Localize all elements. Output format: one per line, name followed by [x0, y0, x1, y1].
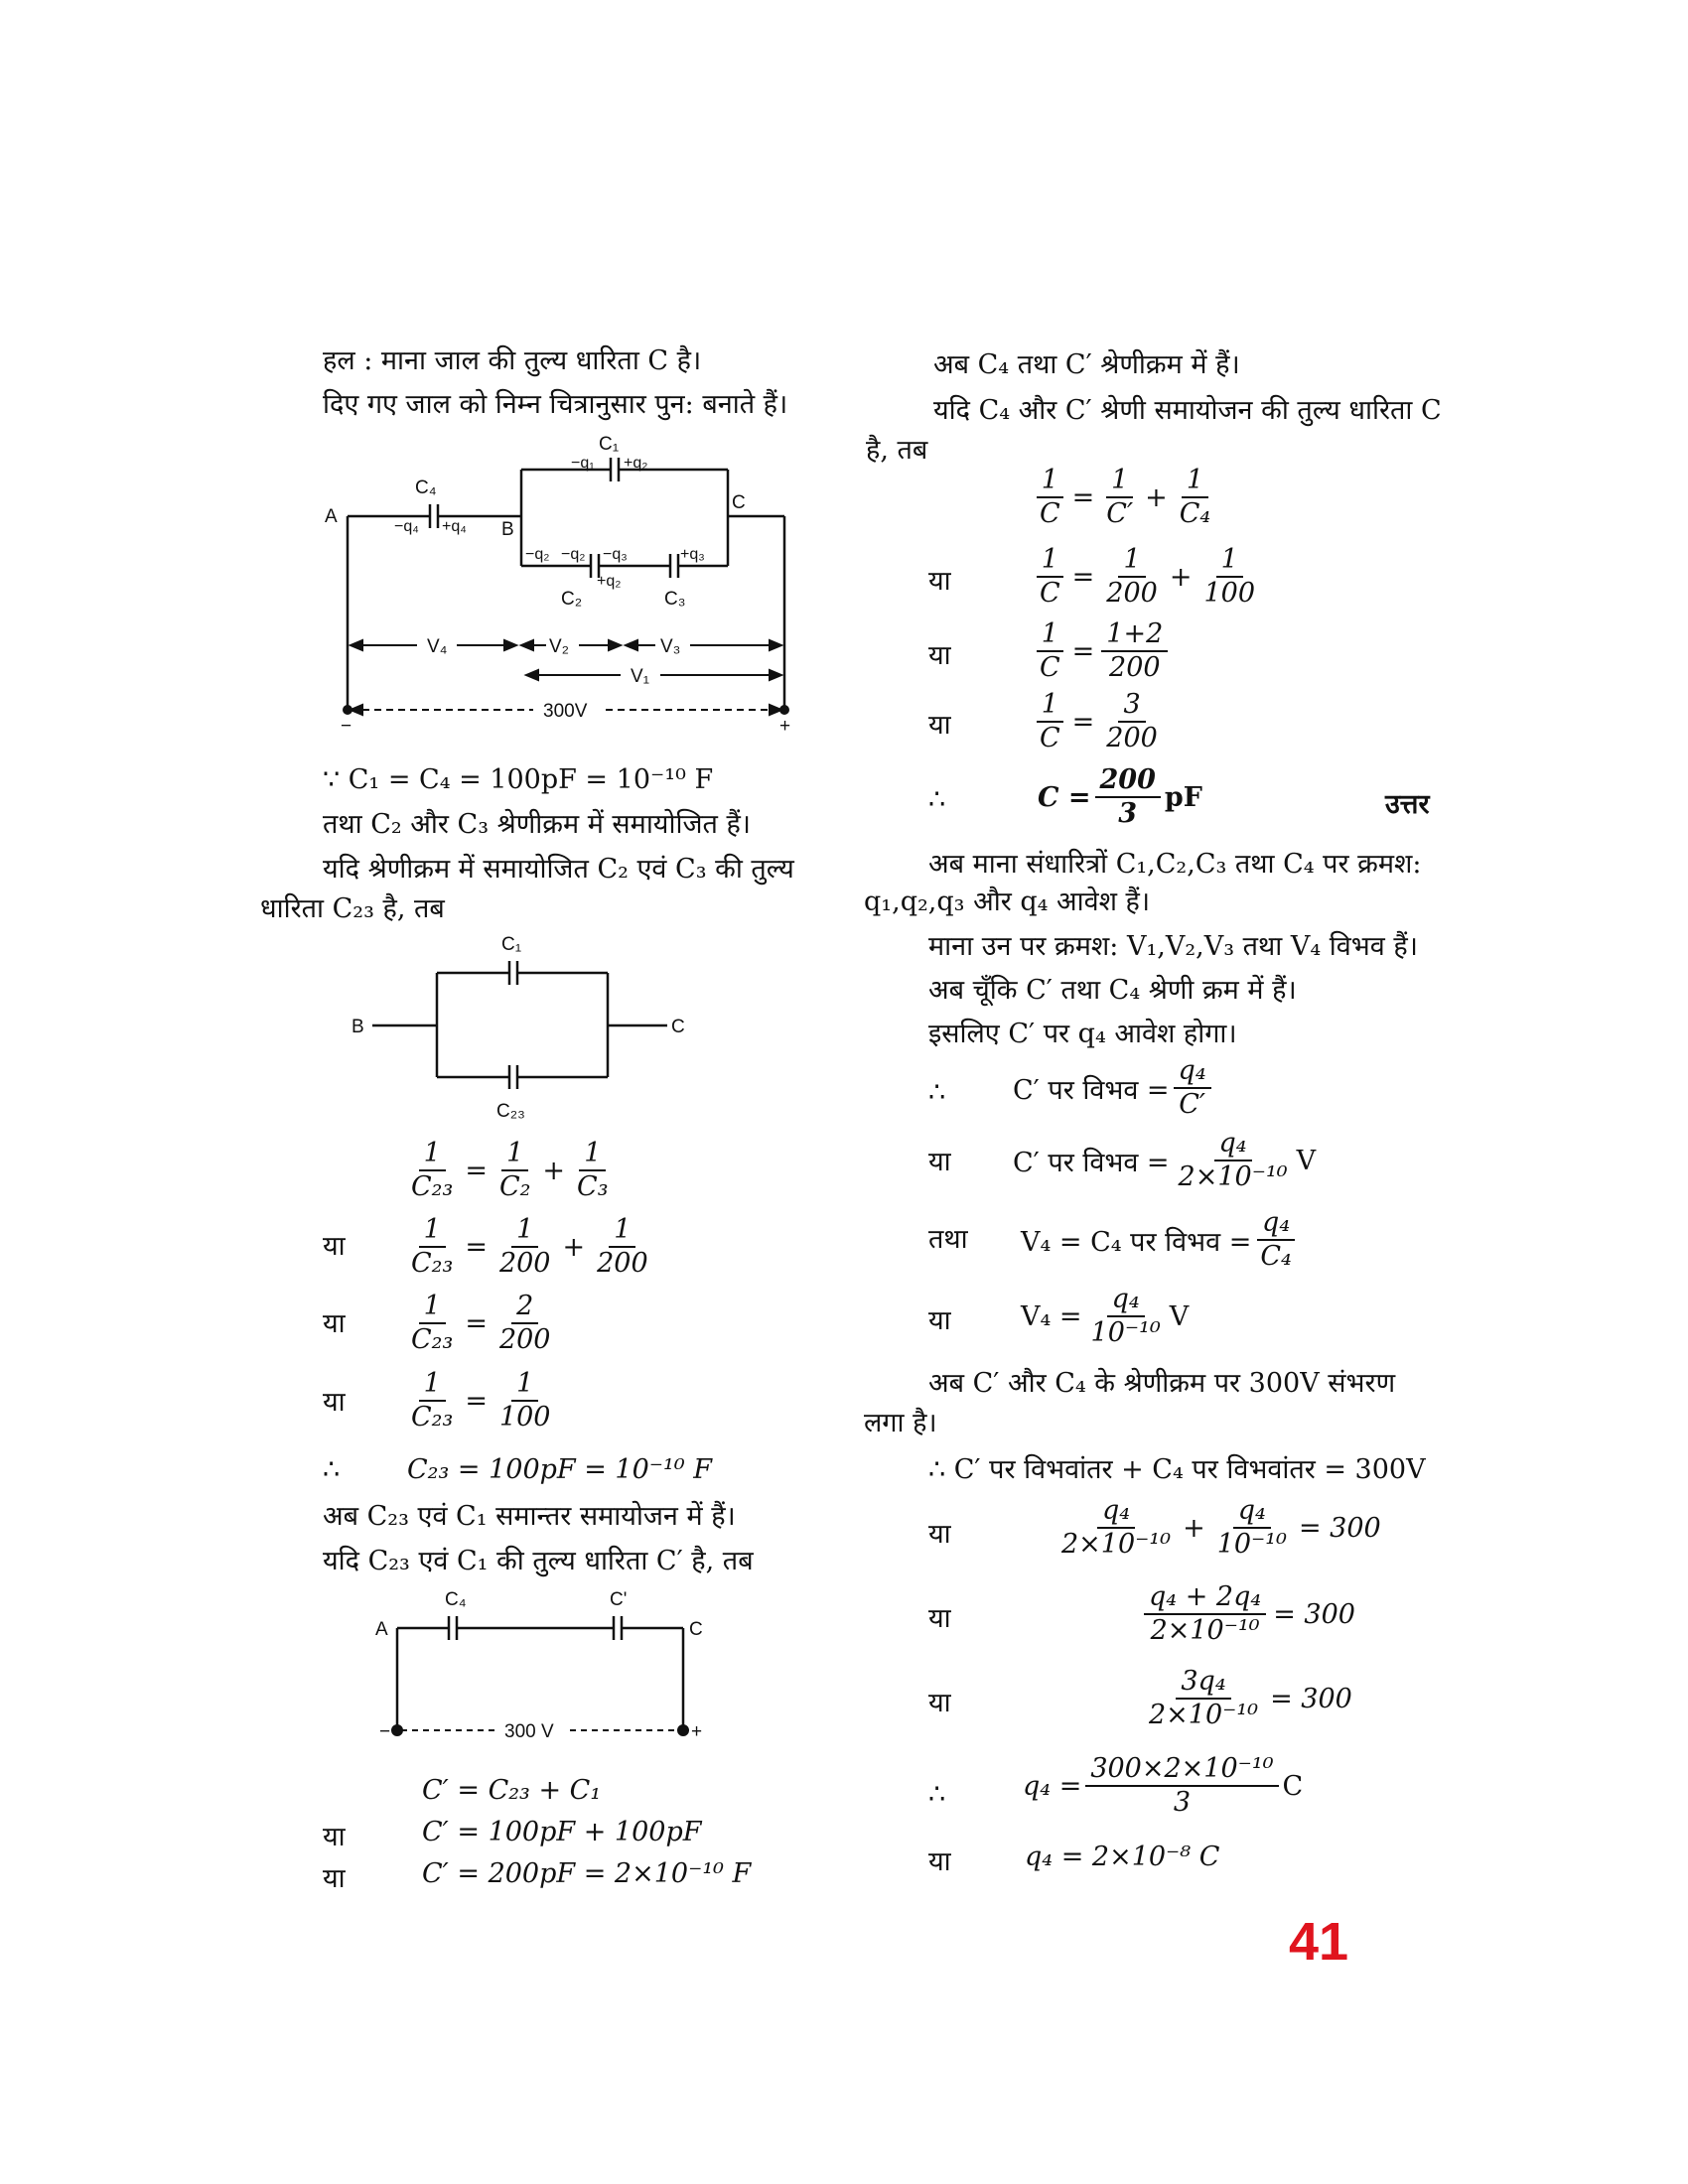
- sum-eq-2: $\frac{\text{q₄ + 2q₄}}{\text{2×10⁻¹⁰}}$ = 300: [1140, 1583, 1358, 1646]
- eq-c23-d: $\frac{1}{\text{C₂₃}}$ = $\frac{1}{100}$: [411, 1368, 551, 1433]
- left-para-2: दिए गए जाल को निम्न चित्रानुसार पुन: बनाते हैं।: [323, 389, 788, 420]
- svg-text:−q₂: −q₂: [561, 546, 586, 563]
- therefore-symbol: ∴: [928, 1779, 946, 1810]
- left-para-3: तथा C₂ और C₃ श्रेणीक्रम में समायोजित हैं।: [323, 809, 752, 840]
- ya-label: या: [323, 1863, 346, 1894]
- svg-text:C₁: C₁: [599, 434, 620, 455]
- eq-c23-c: $\frac{1}{\text{C₂₃}}$ = $\frac{2}{200}$: [411, 1291, 551, 1356]
- eq-c-d: $\frac{1}{C}$ = $\frac{3}{200}$: [1031, 691, 1167, 753]
- right-para-5: अब चूँकि C′ तथा C₄ श्रेणी क्रम में हैं।: [928, 975, 1297, 1006]
- q4-final: q₄ = 2×10⁻⁸ C: [1025, 1842, 1220, 1872]
- page-number: 41: [1289, 1912, 1349, 1972]
- left-para-6: यदि C₂₃ एवं C₁ की तुल्य धारिता C′ है, तब: [323, 1546, 754, 1576]
- eq-c-c: $\frac{1}{C}$ = $\frac{1+2}{200}$: [1031, 620, 1172, 683]
- eq-c-a: $\frac{1}{C}$ = $\frac{1}{C'}$ + $\frac{1}{\text{C₄}}$: [1031, 467, 1219, 529]
- svg-text:+q₃: +q₃: [680, 546, 705, 563]
- svg-text:C₃: C₃: [664, 589, 686, 610]
- svg-text:C₂₃: C₂₃: [496, 1101, 525, 1122]
- svg-text:A: A: [325, 506, 338, 527]
- right-para-3b: q₁,q₂,q₃ और q₄ आवेश हैं।: [864, 887, 1151, 917]
- svg-text:C₁: C₁: [501, 934, 522, 955]
- left-para-1: हल : माना जाल की तुल्य धारिता C है।: [323, 345, 702, 376]
- cprime-eq-1: C′ = C₂₃ + C₁: [422, 1775, 602, 1806]
- sum-eq-1: $\frac{\text{q₄}}{\text{2×10⁻¹⁰}}$ + $\frac{\text{q₄}}{\text{10⁻¹⁰}}$ = 300: [1061, 1495, 1381, 1561]
- left-since-line: ∵ C₁ = C₄ = 100pF = 10⁻¹⁰ F: [323, 764, 714, 795]
- right-para-4: माना उन पर क्रमश: V₁,V₂,V₃ तथा V₄ विभव हैं।: [928, 931, 1418, 962]
- svg-text:+q₂: +q₂: [624, 455, 648, 472]
- right-para-7b: लगा है।: [864, 1408, 937, 1438]
- eq-c23-a: $\frac{1}{\text{C₂₃}}$ = $\frac{1}{\text{C₂}}$ + $\frac{1}{\text{C₃}}$: [411, 1138, 609, 1203]
- tatha-label: तथा: [928, 1224, 968, 1255]
- svg-text:300V: 300V: [543, 701, 588, 722]
- ya-label: या: [928, 1519, 951, 1550]
- svg-text:−: −: [379, 1721, 391, 1742]
- svg-text:C': C': [610, 1589, 628, 1610]
- c-result: C = $\frac{200}{3}$ pF: [1038, 764, 1202, 830]
- ya-label: या: [928, 1846, 951, 1877]
- cprime-eq-3: C′ = 200pF = 2×10⁻¹⁰ F: [422, 1858, 752, 1889]
- ya-label: या: [323, 1308, 346, 1339]
- ya-label: या: [928, 640, 951, 671]
- ya-label: या: [928, 1305, 951, 1336]
- svg-text:V₄: V₄: [427, 636, 448, 657]
- svg-text:−: −: [341, 716, 352, 735]
- svg-text:−q₃: −q₃: [603, 546, 628, 563]
- ya-label: या: [928, 1147, 951, 1177]
- right-para-1: अब C₄ तथा C′ श्रेणीक्रम में हैं।: [933, 349, 1240, 380]
- svg-text:−q₂: −q₂: [525, 546, 550, 563]
- circuit-diagram-series: [367, 1583, 725, 1757]
- q4-result-eq: q₄ = $\frac{\text{300×2×10⁻¹⁰}}{3}$ C: [1023, 1753, 1304, 1819]
- potential-eq-3: V₄ = C₄ पर विभव = $\frac{\text{q₄}}{\text{C₄}}$: [1021, 1209, 1301, 1272]
- therefore-symbol: ∴: [928, 784, 946, 815]
- svg-text:300 V: 300 V: [504, 1721, 554, 1742]
- svg-text:C₄: C₄: [445, 1589, 467, 1610]
- right-para-3a: अब माना संधारित्रों C₁,C₂,C₃ तथा C₄ पर क्रमश:: [928, 849, 1422, 880]
- eq-c-b: $\frac{1}{C}$ = $\frac{1}{200}$ + $\frac{1}{100}$: [1031, 546, 1264, 609]
- potential-eq-1: C′ पर विभव = $\frac{\text{q₄}}{C'}$: [1013, 1057, 1215, 1120]
- svg-text:B: B: [501, 519, 514, 540]
- left-para-5: अब C₂₃ एवं C₁ समान्तर समायोजन में हैं।: [323, 1501, 736, 1532]
- right-para-2b: है, तब: [866, 435, 928, 466]
- svg-text:−q₄: −q₄: [394, 518, 419, 535]
- svg-text:C: C: [689, 1619, 703, 1640]
- ya-label: या: [323, 1387, 346, 1418]
- ya-label: या: [323, 1822, 346, 1852]
- svg-text:B: B: [352, 1017, 364, 1037]
- ya-label: या: [928, 710, 951, 741]
- sum-eq-3: $\frac{\text{3q₄}}{\text{2×10⁻¹⁰}}$ = 300: [1149, 1666, 1352, 1731]
- right-para-7a: अब C′ और C₄ के श्रेणीक्रम पर 300V संभरण: [928, 1368, 1396, 1399]
- svg-text:C₄: C₄: [415, 478, 437, 498]
- right-para-6: इसलिए C′ पर q₄ आवेश होगा।: [928, 1019, 1237, 1049]
- svg-text:A: A: [375, 1619, 388, 1640]
- therefore-symbol: ∴: [928, 1077, 946, 1108]
- ya-label: या: [928, 1688, 951, 1718]
- svg-text:C: C: [671, 1017, 685, 1037]
- svg-text:−q₁: −q₁: [571, 455, 595, 472]
- ya-label: या: [928, 566, 951, 597]
- svg-text:+q₂: +q₂: [597, 573, 622, 590]
- left-para-4b: धारिता C₂₃ है, तब: [260, 893, 445, 924]
- answer-label: उत्तर: [1385, 789, 1430, 820]
- left-para-4a: यदि श्रेणीक्रम में समायोजित C₂ एवं C₃ की तुल्य: [323, 854, 794, 885]
- eq-c23-b: $\frac{1}{\text{C₂₃}}$ = $\frac{1}{200}$ + $\frac{1}{200}$: [411, 1214, 648, 1280]
- circuit-diagram-parallel: [348, 928, 695, 1132]
- potential-eq-4: V₄ = $\frac{\text{q₄}}{\text{10⁻¹⁰}}$ V: [1021, 1284, 1190, 1349]
- cprime-eq-2: C′ = 100pF + 100pF: [422, 1817, 702, 1847]
- svg-text:C₂: C₂: [561, 589, 583, 610]
- svg-text:+: +: [779, 716, 791, 735]
- svg-text:+: +: [691, 1721, 703, 1742]
- ya-label: या: [928, 1603, 951, 1634]
- svg-text:C: C: [732, 492, 746, 513]
- svg-text:V₃: V₃: [660, 636, 681, 657]
- svg-text:V₁: V₁: [631, 666, 650, 687]
- svg-text:+q₄: +q₄: [442, 518, 467, 535]
- right-para-2a: यदि C₄ और C′ श्रेणी समायोजन की तुल्य धारिता C: [933, 395, 1442, 426]
- therefore-symbol: ∴: [323, 1454, 341, 1485]
- circuit-diagram-full: [323, 422, 799, 735]
- svg-text:V₂: V₂: [549, 636, 570, 657]
- c23-result: C₂₃ = 100pF = 10⁻¹⁰ F: [407, 1454, 713, 1485]
- potential-eq-2: C′ पर विभव = $\frac{\text{q₄}}{\text{2×10⁻¹⁰}}$ V: [1013, 1128, 1317, 1193]
- right-para-8: ∴ C′ पर विभवांतर + C₄ पर विभवांतर = 300V: [928, 1454, 1426, 1485]
- ya-label: या: [323, 1231, 346, 1262]
